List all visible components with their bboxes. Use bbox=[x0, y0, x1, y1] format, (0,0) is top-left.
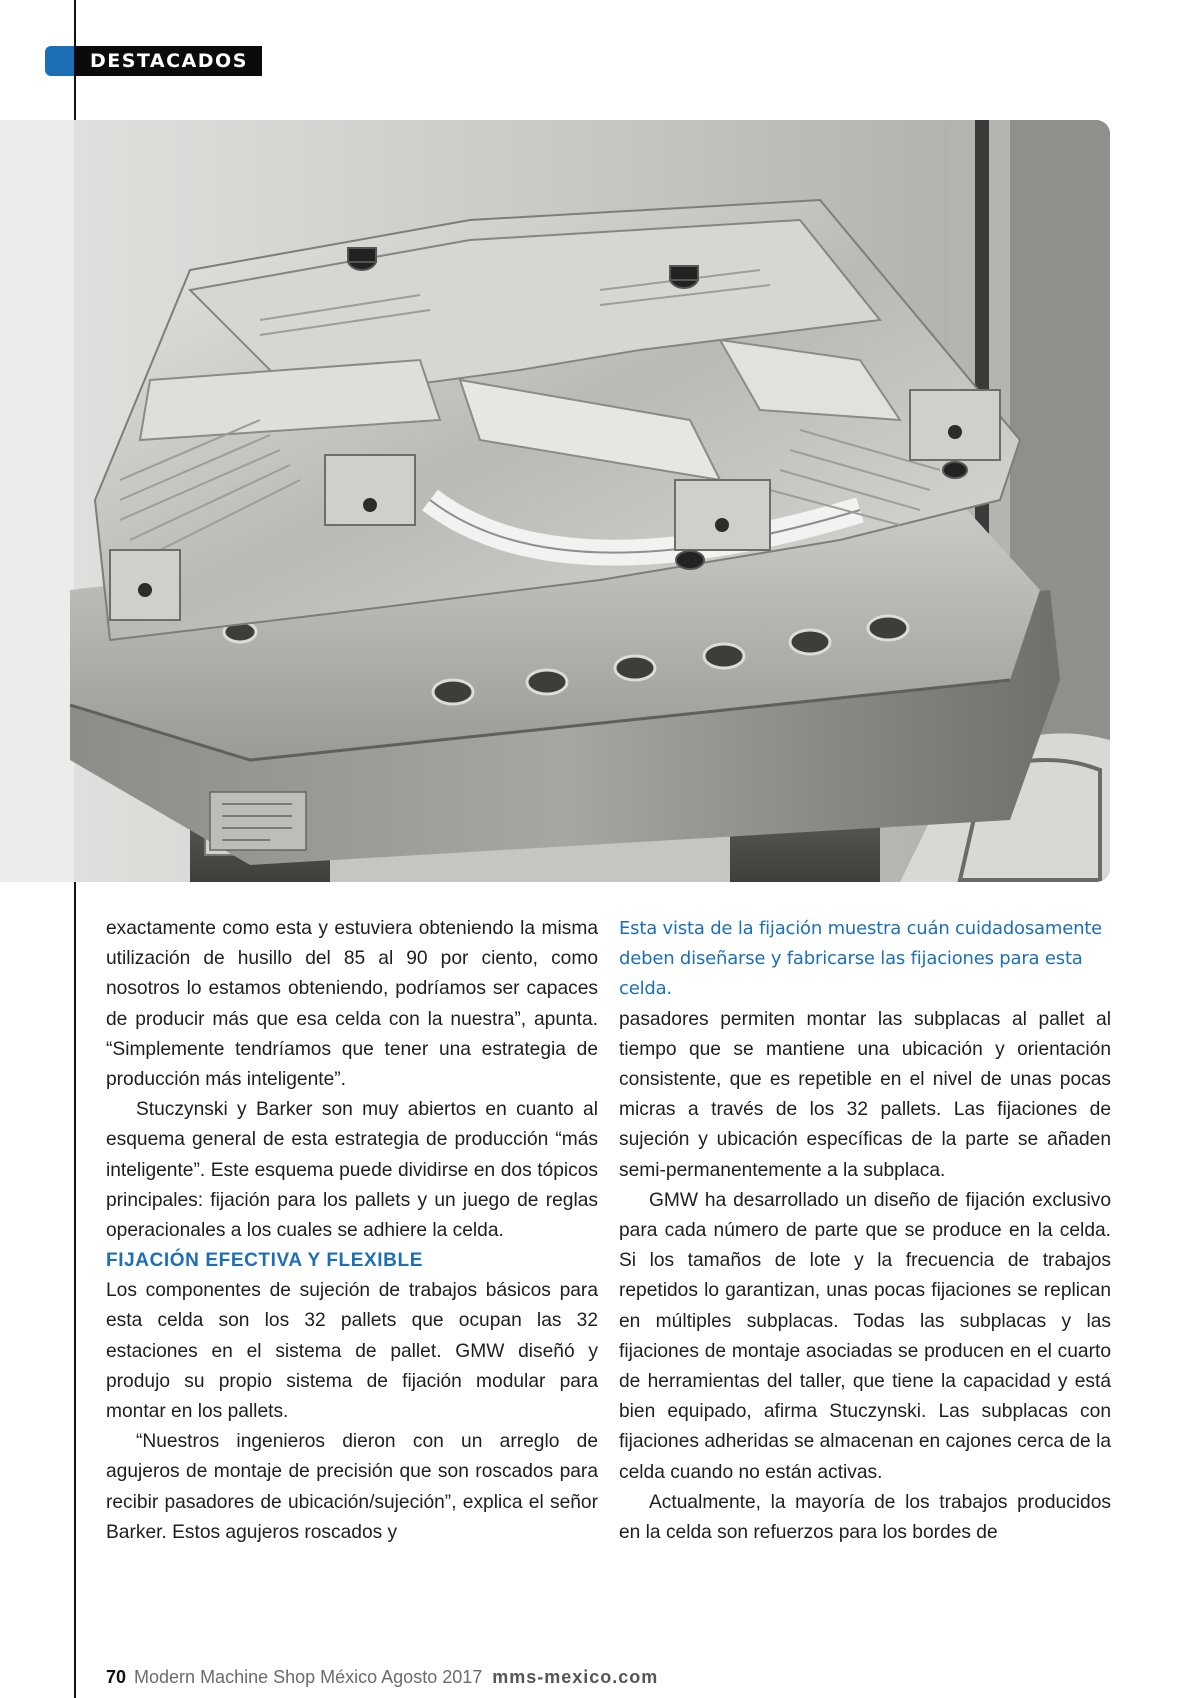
page-number: 70 bbox=[106, 1667, 127, 1687]
photo-caption: Esta vista de la fijación muestra cuán cuidadosamente deben diseñarse y fabricarse las fijaciones para esta celda. bbox=[619, 918, 1103, 1000]
body-paragraph: Actualmente, la mayoría de los trabajos producidos en la celda son refuerzos para los bordes de bbox=[619, 1491, 1111, 1544]
body-paragraph: “Nuestros ingenieros dieron con un arreglo de agujeros de montaje de precisión que son roscados para recibir pasadores de ubicación/sujeción”, explica el señor Barker. Estos agujeros roscados y bbox=[106, 1431, 598, 1543]
body-paragraph: pasadores permiten montar las subplacas al pallet al tiempo que se mantiene una ubicación y orientación consistente, que es repetible en el nivel de unas pocas micras a través de los 32 pallets. Las fijaciones de sujeción y ubicación específicas de la parte se añaden semi-permanentemente a la subplaca. bbox=[619, 1008, 1111, 1181]
section-tag-accent bbox=[45, 46, 74, 76]
body-paragraph: exactamente como esta y estuviera obteniendo la misma utilización de husillo del 85 al 90 por ciento, como nosotros lo estamos obteniendo, podríamos ser capaces de producir más que esa celda con la nuestra”, apunta. “Simplemente tendríamos que tener una estrategia de producción más inteligente”. bbox=[106, 918, 598, 1091]
body-paragraph: GMW ha desarrollado un diseño de fijación exclusivo para cada número de parte que se produce en la celda. Si los tamaños de lote y la frecuencia de trabajos repetidos lo garantizan, unas pocas fijaciones se replican en múltiples subplacas. Todas las subplacas y las fijaciones de montaje asociadas se producen en el cuarto de herramientas del taller, que tiene la capacidad y está bien equipado, afirma Stuczynski. Las subplacas con fijaciones adheridas se almacenan en cajones cerca de la celda cuando no están activas. bbox=[619, 1189, 1111, 1483]
section-tag bbox=[45, 46, 262, 76]
publication-name: Modern Machine Shop México Agosto 2017 bbox=[134, 1667, 483, 1687]
fixture-photo bbox=[0, 120, 1110, 882]
body-paragraph: Los componentes de sujeción de trabajos básicos para esta celda son los 32 pallets que ocupan las 32 estaciones en el sistema de pallet. GMW diseñó y produjo su propio sistema de fijación modular para montar en los pallets. bbox=[106, 1280, 598, 1423]
section-subheading: FIJACIÓN EFECTIVA Y FLEXIBLE bbox=[106, 1250, 423, 1272]
page-footer bbox=[106, 1667, 658, 1688]
left-column bbox=[106, 914, 598, 1548]
right-column bbox=[619, 914, 1111, 1548]
section-tag-label: DESTACADOS bbox=[74, 46, 262, 76]
body-paragraph: Stuczynski y Barker son muy abiertos en cuanto al esquema general de esta estrategia de producción “más inteligente”. Este esquema puede dividirse en dos tópicos principales: fijación para los pallets y un juego de reglas operacionales a los cuales se adhiere la celda. bbox=[106, 1099, 598, 1242]
website-link[interactable]: mms-mexico.com bbox=[492, 1667, 659, 1687]
